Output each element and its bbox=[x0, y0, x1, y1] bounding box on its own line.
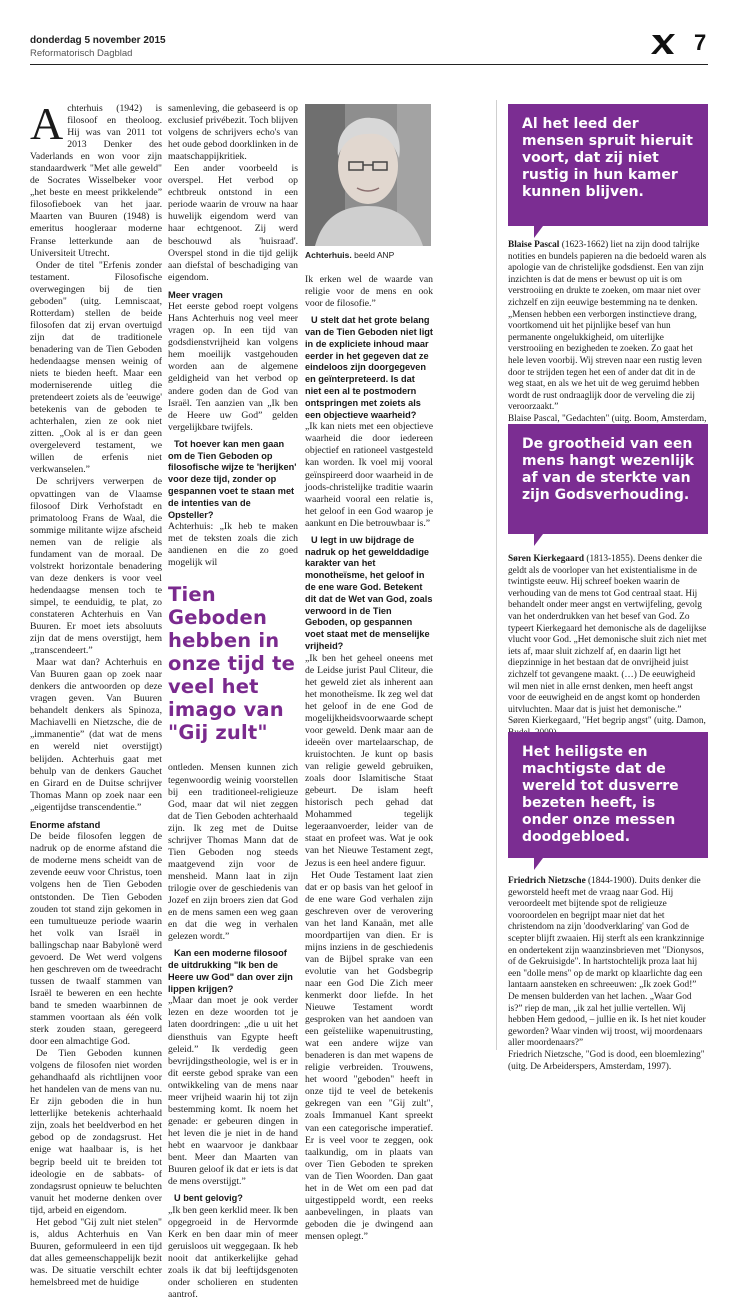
paragraph: De beide filosofen leggen de nadruk op de enorme afstand die de moderne mens scheidt van de zevende eeuw voor Christus, toen volgens hen de Tien Geboden ontstonden. De Tien Geboden zouden tot stand zijn gekomen in een tumultueuze periode waarin het volk van Israël in ballingschap naar Babylonë werd gevoerd. De Wet werd volgens hen geschreven om de tweedracht tussen de twaalf stammen van Israël te beweren en een hechte band te smeden waarbinnen de stammen voortaan als één volk sterk zouden staan, geregeerd door een almachtige God. bbox=[30, 831, 162, 1048]
paragraph: Het eerste gebod roept volgens Hans Achterhuis nog veel meer vragen op. In een tijd van godsdienstvrijheid kan volgens hem moeilijk vastgehouden worden aan de algemene geldigheid van het verbod op andere goden dan de God van Israël. Ten aanzien van „Ik ben de Heere uw God” gelden vergelijkbare twijfels. bbox=[168, 301, 298, 433]
page-number: 7 bbox=[694, 30, 707, 55]
interview-question: U stelt dat het grote belang van de Tien Geboden niet ligt in de expliciete inhoud maar eerder in het gegeven dat ze eindeloos zijn doorgegeven en geïnterpreteerd. Is dat niet een al te postmodern ontspringen met zoiets als een objectieve waarheid? bbox=[305, 315, 433, 420]
subheading: Enorme afstand bbox=[30, 819, 101, 830]
paragraph: ontleden. Mensen kunnen zich tegenwoordig weinig voorstellen bij een traditioneel-religieuze God, maar dat wil niet zeggen dat de Tien Geboden achterhaald zijn. Ik zeg met de Duitse schrijver Thomas Mann dat de Tien Geboden nog steeds maatgevend zijn voor de mensheid. Mann laat in zijn trilogie over de geschiedenis van Jozef en zijn broers zien dat God en de mens samen een weg gaan en dat die weg in verhalen gelezen wordt.” bbox=[168, 762, 298, 943]
paragraph: De Tien Geboden kunnen volgens de filosofen niet worden gehandhaafd als richtlijnen voor het handelen van de mens van nu. Er zijn geboden die in hun letterlijke betekenis achterhaald zijn, zoals het beeldverbod en het gebod op de zondagsrust. Het enige wat haalbaar is, is het begrip beeld uit te breiden tot ideologie en de sabbats- of zondagsrust opnieuw te beluchten vanuit het moderne denken over tijd, arbeid en eigendom. bbox=[30, 1048, 162, 1216]
header-rule bbox=[30, 64, 708, 65]
subheading: Meer vragen bbox=[168, 289, 223, 300]
quote-bubble-pascal: Al het leed der mensen spruit hieruit voort, dat zij niet rustig in hun kamer kunnen blijven. bbox=[508, 104, 708, 226]
paragraph: Het gebod "Gij zult niet stelen" is, aldus Achterhuis en Van Buuren, geformuleerd in een tijd dat alles gemeenschappelijk bezit was. De situatie verschilt echter hemelsbreed met de huidige bbox=[30, 1216, 162, 1288]
newspaper-logo-icon bbox=[650, 32, 676, 56]
newspaper-name: Reformatorisch Dagblad bbox=[30, 48, 133, 59]
interview-answer: Achterhuis: „Ik heb te maken met de teksten zoals die zich aandienen en die zo goed mogelijk wil bbox=[168, 521, 298, 569]
pascal-text: Blaise Pascal (1623-1662) liet na zijn dood talrijke notities en bundels papieren na die bedoeld waren als apologie van de christelijke godsdienst. Een van zijn inzichten is dat de mens er bewust op uit is om verstrooiing en drukte te zoeken, om maar niet over zichzelf en zijn eeuwige bestemming na te denken. „Mensen hebben een verborgen instinctieve drang, voortkomend uit het pijnlijke besef van hun permanente ongelukkigheid, om uiterlijke verstrooiing en bezigheden te zoeken. Zo gaat het hele leven voorbij. Wij streven naar een rustig leven door te strijden tegen het een of ander dat dit in de weg staat, en als we het uit de weg geruimd hebben wordt de rust ondraaglijk door de verveling die zij veroorzaakt.” Blaise Pascal, "Gedachten" (uitg. Boom, Amsterdam, bbox=[508, 240, 707, 424]
interview-answer: „Ik kan niets met een objectieve waarheid die door iedereen objectief en rationeel vastgesteld kan worden. Ik voel mij vooral geïnspireerd door waarheid in de joods-christelijke traditie waarin waarheid vooral een relatie is, het geloof in een God waarop je aankunt en Die betrouwbaar is.” bbox=[305, 421, 433, 529]
interview-question: Tot hoever kan men gaan om de Tien Geboden op filosofische wijze te 'herijken' voor deze tijd, zonder op gespannen voet te staan met de intenties van de Opsteller? bbox=[168, 438, 297, 520]
paragraph: samenleving, die gebaseerd is op exclusief privébezit. Toch blijven volgens de schrijvers echo's van het oude gebod doorklinken in de maatschappijkritiek. bbox=[168, 103, 298, 163]
column-divider bbox=[496, 100, 497, 1050]
bubble-tail bbox=[534, 858, 543, 870]
interview-answer: Het Oude Testament laat zien dat er op basis van het geloof in de ene ware God verhalen zijn geschreven over de verovering van het land Kanaän, met alle moordpartijen van dien. Er is mijns inziens in de geschiedenis van de Bijbel sprake van een evolutie van het Godsbegrip naar een God Die Zich meer kenmerkt door liefde. In het Nieuwe Testament wordt gesproken van het aandoen van een geïsteliike wapenuitrusting, wat een andere wijze van benaderen is dan met wapens de religie verbreiden. Trouwens, het woord "geboden" heeft in onze tijd te veel de betekenis gekregen van een "Gij zult", zoals Immanuel Kant spreekt van een categorische imperatief. Er is veel voor te zeggen, ook taalkundig, om in plaats van over Tien Geboden te spreken van de Tien Woorden. Dan gaat het in de Wet om een pad dat uitgestippeld wordt, een reeks aanbevelingen, in plaats van geboden die je dwingend aan mensen oplegt.” bbox=[305, 869, 433, 1242]
paragraph: Een ander voorbeeld is overspel. Het verbod op echtbreuk ontstond in een periode waarin de vrouw na haar huwelijk eigendom werd van haar echtgenoot. Zij werd beschouwd als 'huisraad'. Overspel stond in die tijd gelijk aan diefstal of beschadiging van eigendom. bbox=[168, 163, 298, 283]
interview-answer: „Ik ben het geheel oneens met de Leidse jurist Paul Cliteur, die het geweld ziet als inherent aan het monotheïsme. Ik zeg wel dat het geloof in de ene God de mogelijkheidsvoorwaarde schept voor geweld. Denk maar aan de ideeën over martelaarschap, de kruistochten. Je kunt op basis van religie geweld gebruiken, zoals door Islamitische Staat gebeurt. De islam heeft historisch pech gehad dat Mohammed tegelijk legeraanvoerder, leider van de staat en profeet was. Wat je ook van het Nieuwe Testament zegt, Jezus is een heel andere figuur. bbox=[305, 652, 433, 869]
interview-answer: „Ik ben geen kerklid meer. Ik ben opgegroeid in de Hervormde Kerk en ben daar min of meer geruisloos uit weggegaan. Ik heb nooit dat antikerkelijke gehad zoals ik dat bij leeftijdsgenoten onder scholieren en studenten aantrof. bbox=[168, 1204, 298, 1301]
quote-bubble-kierkegaard: De grootheid van een mens hangt wezenlijk af van de sterkte van zijn Godsverhouding. bbox=[508, 424, 708, 534]
interview-question: Kan een moderne filosoof de uitdrukking "Ik ben de Heere uw God" dan over zijn lippen krijgen? bbox=[168, 948, 293, 994]
paragraph: Onder de titel "Erfenis zonder testament. Filosofische overwegingen bij de tien geboden" (uitg. Lemniscaat, Rotterdam) stellen de beide filosofen dat zij ervan overtuigd zijn dat de traditionele benadering van de Tien Geboden hedendaagse mensen weinig of niets te bieden heeft. Maar een moderniserende uitleg die pretendeert zoiets als de 'eeuwige' betekenis van de geboden te achterhalen, zien ze ook niet zitten. „Ook al is er dan geen overgeleverd testament, we willen de erfenis niet verkwanselen.” bbox=[30, 259, 162, 476]
pull-quote: Tien Geboden hebben in onze tijd te veel het imago van "Gij zult" bbox=[168, 583, 296, 745]
interview-question: U legt in uw bijdrage de nadruk op het gewelddadige karakter van het monotheïsme, het geloof in de ene ware God. Betekent dit dat de Wet van God, zoals verwoord in de Tien Geboden, op gespannen voet staat met de menselijke vrijheid? bbox=[305, 534, 433, 651]
interview-question: U bent gelovig? bbox=[174, 1193, 243, 1204]
intro-paragraph: Achterhuis (1942) is filosoof en theoloog. Hij was van 2011 tot 2013 Denker des Vaderlands en won voor zijn standaardwerk "Met alle geweld" de Socrates Wisselbeker voor „het beste en meest prikkelende” filosofieboek van het jaar. Maarten van Buuren (1948) is emeritus hoogleraar moderne Franse letterkunde aan de Universiteit Utrecht. bbox=[30, 98, 162, 259]
quote-bubble-nietzsche: Het heiligste en machtigste dat de wereld tot dusverre bezeten heeft, is onder onze messen doodgebloed. bbox=[508, 732, 708, 858]
portrait-photo bbox=[305, 104, 431, 246]
article-column-2 bbox=[168, 103, 298, 1301]
photo-caption: Achterhuis. beeld ANP bbox=[305, 250, 395, 260]
paragraph: De schrijvers verwerpen de opvattingen van de Vlaamse filosoof Dirk Verhofstadt en primatoloog Frans de Waal, die sommige militante wijze afscheid nemen van de religie als fundament van de moraal. De volstrekt horizontale benadering van deze denkers is voor veel hedendaagse mensen toch te simpel, te eenduidig, te plat, zo constateren Achterhuis en Van Buuren. Er moet iets absoluuts zijn dat de mens overstijgt, hem „transcendeert.” bbox=[30, 476, 162, 657]
nietzsche-text: Friedrich Nietzsche (1844-1900). Duits denker die geworsteld heeft met de vraag naar God. Hij veroordeelt met bijtende spot de religieuze vooroordelen en begrijpt maar niet dat het christendom na zijn 'doodverklaring' van God de scepter blijft zwaaien. Hij sterft als een krankzinnige en ondertekent zijn waanzinsbrieven met "Dionysos, of de Gekruisigde". In hartstochtelijk proza laat hij een "dolle mens" op de markt op klaarlichte dag een lantaarn aansteken en schreeuwen: „Ik zoek God!” De mensen bulderden van het lachen. „Waar God is?” riep de man, „ik zal het jullie vertellen. Wij hebben Hem gedood, – jullie en ik. Is het niet kouder geworden? Waar vinden wij troost, wij moordenaars aller moordenaars?” Friedrich Nietzsche, "God is dood, een bloemlezing" (uitg. De Arbeiderspers, Amsterdam, 1997). bbox=[508, 876, 706, 1072]
portrait-image bbox=[305, 104, 431, 246]
paragraph: Maar wat dan? Achterhuis en Van Buuren gaan op zoek naar denkers die antwoorden op deze vragen geven. Van Buuren behandelt denkers als Spinoza, Machiavelli en Nietzsche, die de „immanentie” (dat wat de mens en wereld niet overstijgt) belijden. Achterhuis gaat met behulp van de denkers Gauchet en Girard en de Duitse schrijver Thomas Mann op zoek naar een „eigentijdse transcendentie.” bbox=[30, 657, 162, 813]
interview-answer: „Maar dan moet je ook verder lezen en deze woorden tot je laten doordringen: „die u uit het diensthuis van Egypte heeft geleid.” Ik verdedig geen bevrijdingstheologie, wel is er in dit eerste gebod sprake van een ontwikkeling van de mens naar meer vrijheid waarin hij tot zijn bestemming komt. Ik noem het genade: er gebeuren dingen in het leven die je niet in de hand hebt en waarvoor je dankbaar bent. Meer dan Maarten van Buuren geloof ik dat er iets is dat de mens overstijgt.” bbox=[168, 995, 298, 1188]
issue-date: donderdag 5 november 2015 bbox=[30, 35, 166, 46]
paragraph: Ik erken wel de waarde van religie voor de mens en ook voor de filosofie.” bbox=[305, 274, 433, 310]
drop-cap: A bbox=[30, 98, 64, 149]
article-column-3 bbox=[305, 274, 433, 1243]
kierkegaard-text: Søren Kierkegaard (1813-1855). Deens denker die geldt als de voorloper van het existentialisme in de twintigste eeuw. Hij schreef boeken waarin de verhouding van de mens tot God centraal staat. Hij behandelt onder meer angst en vertwijfeling, gevolg van het onderdrukken van het besef van God. Zo typeert Kierkegaard het demonische als de dagelijkse vlucht voor God. „Het demonische sluit zich niet met iets af, maar sluit zichzelf af, en daarin ligt het diepzinnige in het bestaan dat de onvrijheid juist zichzelf tot gevangene maakt. (…) De eeuwigheid wil men niet in alle ernst denken, men heeft angst voor de eeuwigheid en de angst komt op honderden uitvluchten. Maar dat is juist het demonische.” Søren Kierkegaard, "Het begrip angst" (uitg. Damon, bbox=[508, 554, 707, 727]
bubble-tail bbox=[534, 226, 543, 238]
article-column-1 bbox=[30, 98, 162, 1289]
bubble-tail bbox=[534, 534, 543, 546]
